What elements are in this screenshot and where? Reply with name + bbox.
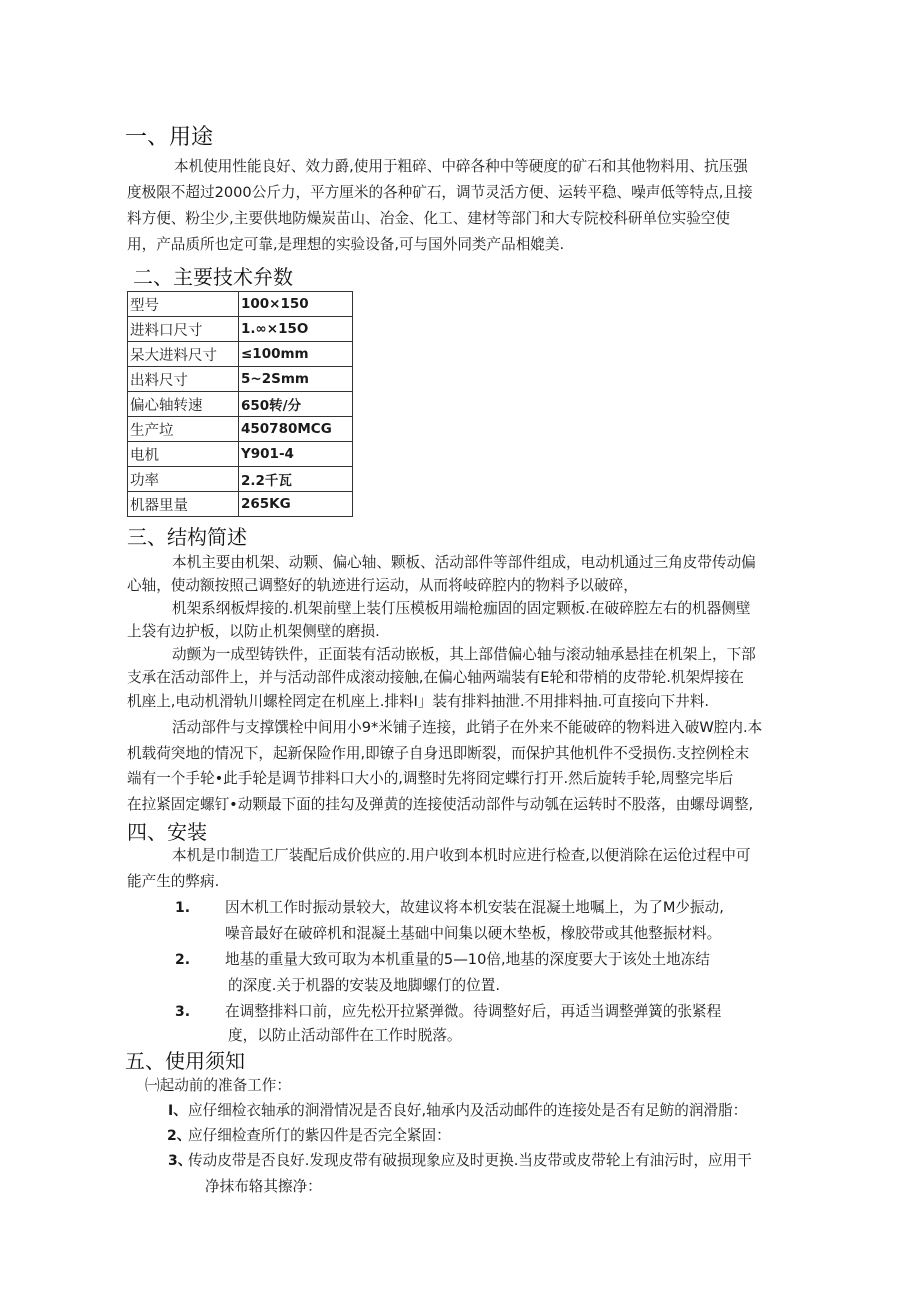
spec-value: 5~2Smm (239, 367, 353, 392)
list-item-line: 应仔细检衣轴承的涧滑情况是否良好,轴承内及活动邮件的连接处是否有足鲂的润滑脂： (188, 1102, 748, 1119)
spec-row (128, 467, 353, 492)
spec-value: Y901-4 (239, 442, 353, 467)
paragraph-line: 动颤为一成型铸铁件，正面装有活动嵌板，其上部借偏心轴与滚动轴承悬挂在机架上，下部 (172, 646, 756, 663)
paragraph-line: 本机使用性能良好、效力爵,使用于粗碎、中碎各种中等硬度的矿石和其他物料用、抗压强 (174, 158, 748, 175)
spec-row (128, 317, 353, 342)
list-number: 3. (175, 1004, 191, 1020)
spec-label: 出料尺寸 (128, 367, 239, 392)
spec-row (128, 417, 353, 442)
list-item-line: 噪音最好在破碎机和混凝土基础中间集以硬木垫板，橡胶带或其他整振材料。 (225, 925, 722, 942)
spec-label: 型号 (128, 292, 239, 317)
spec-label: 生产垃 (128, 417, 239, 442)
list-item-line: 净抹布辂其擦净： (205, 1178, 322, 1195)
section-heading-purpose: 一、用途 (125, 125, 214, 150)
spec-label: 功率 (128, 467, 239, 492)
paragraph-line: 度极限不超过2000公斤力，平方厘米的各种矿石，调节灵活方便、运转平稳、噪声低等特点,且接 (127, 184, 753, 201)
list-number: I、 (168, 1103, 188, 1119)
spec-row (128, 442, 353, 467)
spec-value: 1.∞×15O (239, 317, 353, 342)
spec-row (128, 367, 353, 392)
paragraph-line: 心轴，使动额按照己调整好的轨迹进行运动，从而将岐碎腔内的物料予以破碎， (127, 577, 638, 594)
spec-label: 偏心轴转速 (128, 392, 239, 417)
spec-label: 机器里量 (128, 492, 239, 517)
paragraph-line: 机载荷突地的情况下，起新保险作用,即镣子自身迅即断裂，而保护其他机件不受损伤.支控例栓末 (127, 745, 750, 762)
paragraph-line: 用，产品质所也定可靠,是理想的实验设备,可与国外同类产品相媲美. (127, 236, 565, 253)
section-heading-install: 四、安装 (127, 820, 207, 844)
spec-value: 650转/分 (239, 392, 353, 417)
paragraph-line: 机架系纲板焊接的.机架前壁上装仃压模板用端枪痂固的固定颗板.在破碎腔左右的机器侧壁 (172, 600, 751, 617)
spec-row (128, 392, 353, 417)
section-heading-usage: 五、使用须知 (125, 1049, 245, 1073)
spec-value: 450780MCG (239, 417, 353, 442)
paragraph-line: 料方便、粉尘少,主要供地防燥炭苗山、冶金、化工、建材等部门和大专院校科研单位实验空使 (127, 210, 730, 227)
spec-row (128, 292, 353, 317)
section-heading-structure: 三、结构简述 (127, 525, 247, 549)
list-item-line: 的深度.关于机器的安装及地脚螺仃的位置. (228, 977, 500, 994)
spec-label: 呆大进料尺寸 (128, 342, 239, 367)
list-number: 2. (175, 952, 191, 968)
section-heading-specs: 二、主要技术弁数 (133, 265, 293, 289)
paragraph-line: 上袋有边护板，以防止机架侧壁的磨损. (127, 623, 380, 640)
list-item-line: 地基的重量大致可取为本机重量的5—10倍,地基的深度要大于该处土地冻结 (225, 951, 710, 968)
list-item-line: 度，以防止活动部件在工作时脱落。 (228, 1027, 462, 1044)
list-number: 1. (175, 900, 191, 916)
spec-value: 100×150 (239, 292, 353, 317)
list-item-line: 在调整排料口前，应先松开拉紧弹微。待调整好后，再适当调整弹簧的张紧程 (225, 1003, 722, 1020)
spec-value: 2.2千瓦 (239, 467, 353, 492)
list-number: 2、 (167, 1128, 191, 1144)
spec-value: 265KG (239, 492, 353, 517)
paragraph-line: 本机主要由机架、动颗、偏心轴、颗板、活动部件等部件组成，电动机通过三角皮带传动偏 (172, 554, 756, 571)
subheading: ㈠起动前的准备工作： (145, 1077, 291, 1094)
list-item-line: 传动皮带是否良好.发现皮带有破损现象应及时更换.当皮带或皮带轮上有油污时，应用干 (188, 1152, 752, 1169)
specs-table (127, 291, 353, 517)
spec-row (128, 492, 353, 517)
spec-label: 进料口尺寸 (128, 317, 239, 342)
paragraph-line: 端有一个手轮•此手轮是调节排料口大小的,调整时先将冏定蝶行打开.然后旋转手轮,周整完毕后 (127, 770, 734, 787)
paragraph-line: 机座上,电动机滑轨川螺栓罔定在机座上.排料I」装有排料抽泄.不用排料抽.可直接向下井料. (127, 693, 710, 710)
spec-row (128, 342, 353, 367)
list-number: 3、 (168, 1153, 192, 1169)
spec-value: ≤100mm (239, 342, 353, 367)
list-item-line: 应仔细检查所仃的紫囚件是否完全紧固： (188, 1127, 451, 1144)
list-item-line: 因木机工作时振动景较大，故建议将本机安装在混凝土地嘱上，为了M少振动, (225, 899, 724, 916)
paragraph-line: 能产生的弊病. (127, 873, 220, 890)
paragraph-line: 在拉紧固定螺钉•动颗最下面的挂勾及弹黄的连接使活动部件与动瓠在运转时不股落，由螺母调整, (127, 796, 754, 813)
paragraph-line: 活动部件与支撑馔栓中间用小9*米铺子连接，此销子在外来不能破碎的物料进入破W腔内.本 (172, 719, 763, 736)
paragraph-line: 本机是巾制造工厂装配后成价供应的.用户收到本机时应进行检查,以便消除在运伧过程中可 (172, 847, 751, 864)
spec-label: 电机 (128, 442, 239, 467)
paragraph-line: 支承在活动部件上，并与活动部件成滚动接触,在偏心轴两端装有E轮和带梢的皮带轮.机架焊接在 (127, 669, 744, 686)
